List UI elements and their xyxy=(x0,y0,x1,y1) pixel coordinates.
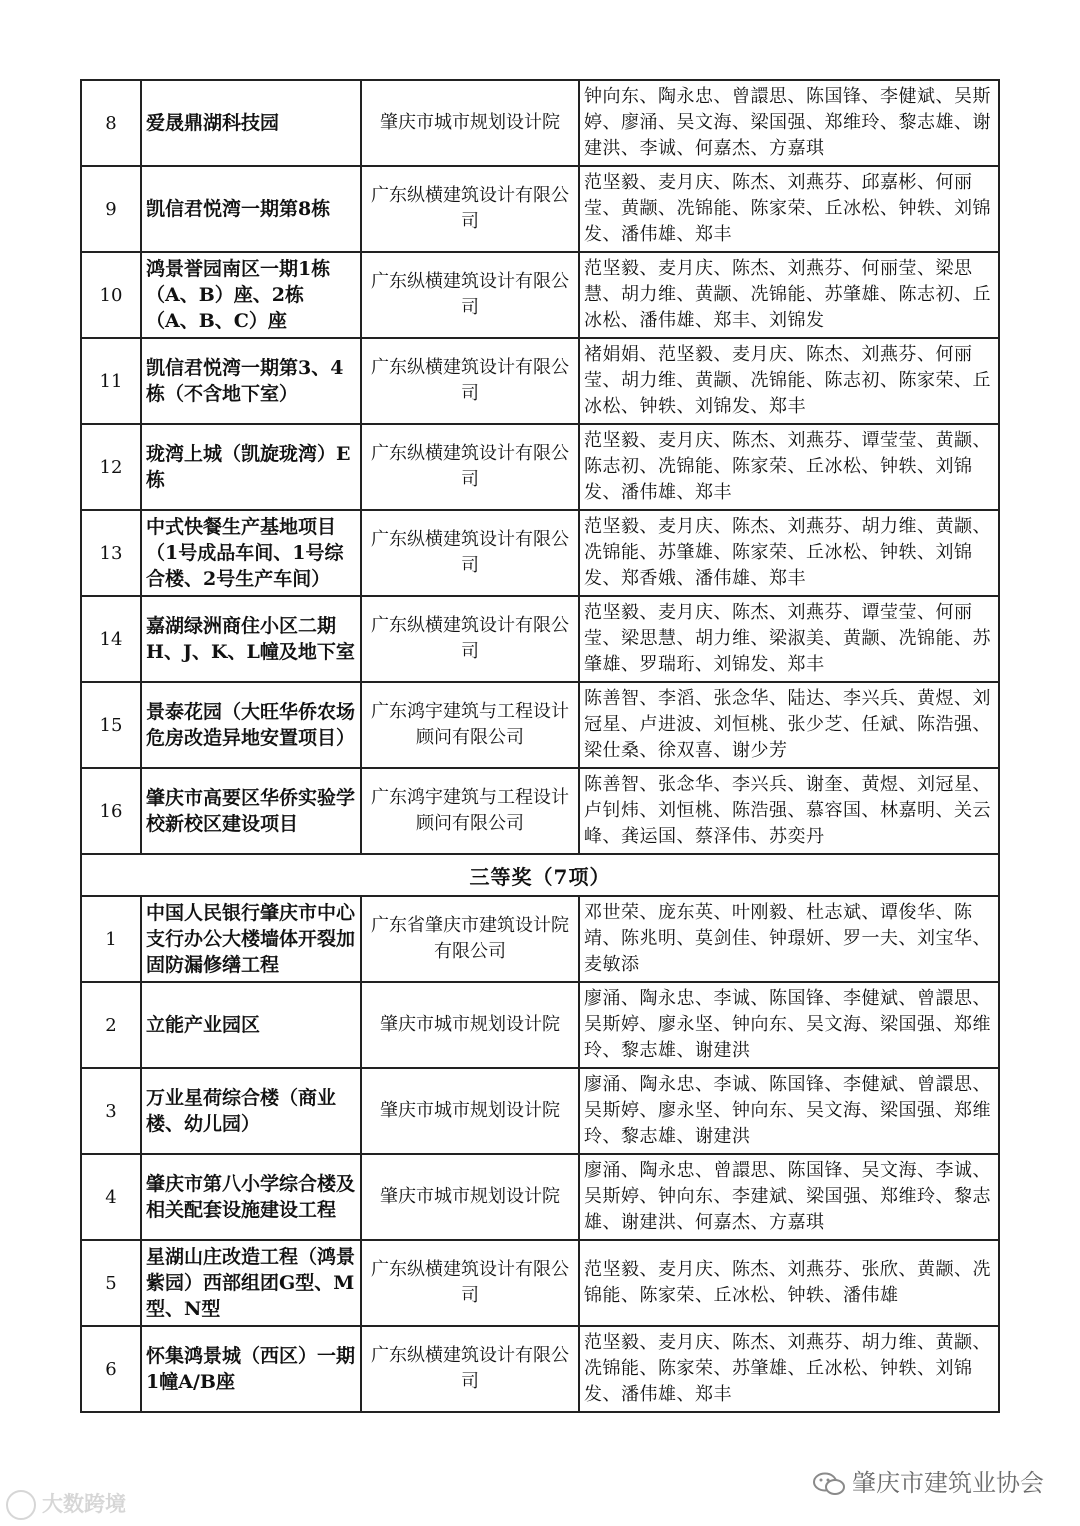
table-row xyxy=(81,982,999,1068)
team-members: 廖涌、陶永忠、曾譞思、陈国锋、吴文海、李诚、吴斯婷、钟向东、李建斌、梁国强、郑维玲、黎志雄、谢建洪、何嘉杰、方嘉琪 xyxy=(579,1154,999,1240)
design-unit: 广东纵横建筑设计有限公司 xyxy=(361,338,579,424)
project-name: 凯信君悦湾一期第8栋 xyxy=(141,166,361,252)
design-unit: 广东鸿宇建筑与工程设计顾问有限公司 xyxy=(361,768,579,854)
project-name: 鸿景誉园南区一期1栋（A、B）座、2栋（A、B、C）座 xyxy=(141,252,361,338)
team-members: 范坚毅、麦月庆、陈杰、刘燕芬、邱嘉彬、何丽莹、黄颛、冼锦能、陈家荣、丘冰松、钟轶、刘锦发、潘伟雄、郑丰 xyxy=(579,166,999,252)
project-name: 爱晟鼎湖科技园 xyxy=(141,80,361,166)
table-row xyxy=(81,596,999,682)
design-unit: 广东纵横建筑设计有限公司 xyxy=(361,1326,579,1412)
row-number: 5 xyxy=(81,1240,141,1326)
project-name: 肇庆市高要区华侨实验学校新校区建设项目 xyxy=(141,768,361,854)
design-unit: 肇庆市城市规划设计院 xyxy=(361,1154,579,1240)
row-number: 3 xyxy=(81,1068,141,1154)
project-name: 嘉湖绿洲商住小区二期H、J、K、L幢及地下室 xyxy=(141,596,361,682)
project-name: 中国人民银行肇庆市中心支行办公大楼墙体开裂加固防漏修缮工程 xyxy=(141,896,361,982)
project-name: 珑湾上城（凯旋珑湾）E栋 xyxy=(141,424,361,510)
row-number: 15 xyxy=(81,682,141,768)
project-name: 肇庆市第八小学综合楼及相关配套设施建设工程 xyxy=(141,1154,361,1240)
row-number: 2 xyxy=(81,982,141,1068)
watermark-left-text: 大数跨境 xyxy=(42,1492,126,1516)
team-members: 廖涌、陶永忠、李诚、陈国锋、李健斌、曾譞思、吴斯婷、廖永坚、钟向东、吴文海、梁国强、郑维玲、黎志雄、谢建洪 xyxy=(579,1068,999,1154)
row-number: 8 xyxy=(81,80,141,166)
project-name: 怀集鸿景城（西区）一期1幢A/B座 xyxy=(141,1326,361,1412)
watermark-right-text: 肇庆市建筑业协会 xyxy=(852,1469,1044,1497)
awards-table xyxy=(80,79,1000,1413)
row-number: 9 xyxy=(81,166,141,252)
watermark-logo-icon xyxy=(6,1490,36,1520)
row-number: 6 xyxy=(81,1326,141,1412)
project-name: 凯信君悦湾一期第3、4栋（不含地下室） xyxy=(141,338,361,424)
team-members: 范坚毅、麦月庆、陈杰、刘燕芬、胡力维、黄颛、冼锦能、陈家荣、苏肇雄、丘冰松、钟轶、刘锦发、潘伟雄、郑丰 xyxy=(579,1326,999,1412)
team-members: 范坚毅、麦月庆、陈杰、刘燕芬、胡力维、黄颛、冼锦能、苏肇雄、陈家荣、丘冰松、钟轶、刘锦发、郑香娥、潘伟雄、郑丰 xyxy=(579,510,999,596)
table-row xyxy=(81,1068,999,1154)
table-row xyxy=(81,80,999,166)
team-members: 邓世荣、庞东英、叶刚毅、杜志斌、谭俊华、陈靖、陈兆明、莫剑佳、钟璟妍、罗一夫、刘宝华、麦敏添 xyxy=(579,896,999,982)
watermark-left xyxy=(6,1488,126,1520)
design-unit: 广东纵横建筑设计有限公司 xyxy=(361,166,579,252)
table-row xyxy=(81,768,999,854)
team-members: 廖涌、陶永忠、李诚、陈国锋、李健斌、曾譞思、吴斯婷、廖永坚、钟向东、吴文海、梁国强、郑维玲、黎志雄、谢建洪 xyxy=(579,982,999,1068)
design-unit: 肇庆市城市规划设计院 xyxy=(361,982,579,1068)
table-row xyxy=(81,896,999,982)
row-number: 14 xyxy=(81,596,141,682)
design-unit: 广东纵横建筑设计有限公司 xyxy=(361,424,579,510)
table-row xyxy=(81,338,999,424)
row-number: 1 xyxy=(81,896,141,982)
team-members: 陈善智、张念华、李兴兵、谢奎、黄煜、刘冠星、卢钊炜、刘恒桃、陈浩强、慕容国、林嘉明、关云峰、龚运国、蔡泽伟、苏奕丹 xyxy=(579,768,999,854)
design-unit: 肇庆市城市规划设计院 xyxy=(361,80,579,166)
design-unit: 广东纵横建筑设计有限公司 xyxy=(361,252,579,338)
third-prize-heading: 三等奖（7项） xyxy=(81,854,999,896)
team-members: 陈善智、李滔、张念华、陆达、李兴兵、黄煜、刘冠星、卢进波、刘恒桃、张少芝、任斌、陈浩强、梁仕桑、徐双喜、谢少芳 xyxy=(579,682,999,768)
table-row xyxy=(81,1326,999,1412)
project-name: 景泰花园（大旺华侨农场危房改造异地安置项目） xyxy=(141,682,361,768)
design-unit: 广东鸿宇建筑与工程设计顾问有限公司 xyxy=(361,682,579,768)
table-row xyxy=(81,1154,999,1240)
project-name: 立能产业园区 xyxy=(141,982,361,1068)
project-name: 万业星荷综合楼（商业楼、幼儿园） xyxy=(141,1068,361,1154)
row-number: 10 xyxy=(81,252,141,338)
team-members: 范坚毅、麦月庆、陈杰、刘燕芬、张欣、黄颛、冼锦能、陈家荣、丘冰松、钟轶、潘伟雄 xyxy=(579,1240,999,1326)
table-row xyxy=(81,1240,999,1326)
table-row xyxy=(81,682,999,768)
project-name: 中式快餐生产基地项目（1号成品车间、1号综合楼、2号生产车间） xyxy=(141,510,361,596)
watermark-right xyxy=(812,1463,1044,1498)
table-row xyxy=(81,424,999,510)
wechat-icon xyxy=(812,1472,846,1496)
team-members: 钟向东、陶永忠、曾譞思、陈国锋、李健斌、吴斯婷、廖涌、吴文海、梁国强、郑维玲、黎志雄、谢建洪、李诚、何嘉杰、方嘉琪 xyxy=(579,80,999,166)
section-header-row xyxy=(81,854,999,896)
row-number: 12 xyxy=(81,424,141,510)
row-number: 16 xyxy=(81,768,141,854)
table-row xyxy=(81,252,999,338)
table-row xyxy=(81,510,999,596)
design-unit: 肇庆市城市规划设计院 xyxy=(361,1068,579,1154)
team-members: 褚娟娟、范坚毅、麦月庆、陈杰、刘燕芬、何丽莹、胡力维、黄颛、冼锦能、陈志初、陈家荣、丘冰松、钟轶、刘锦发、郑丰 xyxy=(579,338,999,424)
row-number: 4 xyxy=(81,1154,141,1240)
design-unit: 广东纵横建筑设计有限公司 xyxy=(361,1240,579,1326)
team-members: 范坚毅、麦月庆、陈杰、刘燕芬、何丽莹、梁思慧、胡力维、黄颛、冼锦能、苏肇雄、陈志初、丘冰松、潘伟雄、郑丰、刘锦发 xyxy=(579,252,999,338)
design-unit: 广东纵横建筑设计有限公司 xyxy=(361,510,579,596)
table-row xyxy=(81,166,999,252)
row-number: 11 xyxy=(81,338,141,424)
project-name: 星湖山庄改造工程（鸿景紫园）西部组团G型、M型、N型 xyxy=(141,1240,361,1326)
design-unit: 广东省肇庆市建筑设计院有限公司 xyxy=(361,896,579,982)
team-members: 范坚毅、麦月庆、陈杰、刘燕芬、谭莹莹、黄颛、陈志初、冼锦能、陈家荣、丘冰松、钟轶、刘锦发、潘伟雄、郑丰 xyxy=(579,424,999,510)
design-unit: 广东纵横建筑设计有限公司 xyxy=(361,596,579,682)
row-number: 13 xyxy=(81,510,141,596)
team-members: 范坚毅、麦月庆、陈杰、刘燕芬、谭莹莹、何丽莹、梁思慧、胡力维、梁淑美、黄颛、冼锦能、苏肇雄、罗瑞珩、刘锦发、郑丰 xyxy=(579,596,999,682)
